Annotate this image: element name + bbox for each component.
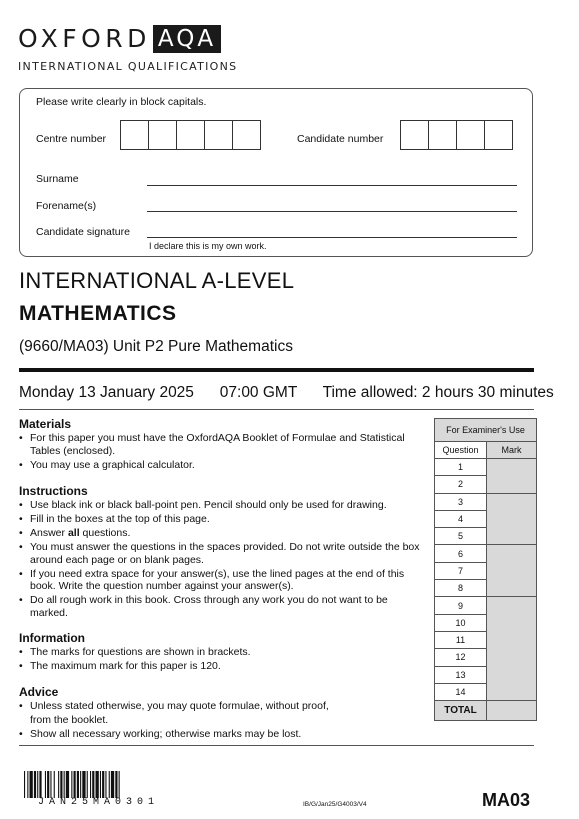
question-number: 9 [435, 597, 487, 614]
mark-cell[interactable] [487, 528, 537, 545]
materials-heading: Materials [19, 417, 72, 431]
barcode-bar [39, 771, 41, 798]
examiner-use-table [434, 418, 537, 721]
barcode-bar [96, 771, 99, 798]
centre-number-digit[interactable] [204, 120, 233, 150]
list-item: • Use black ink or black ball-point pen. Pencil should only be used for drawing. [19, 499, 424, 512]
barcode-bar [80, 771, 81, 798]
barcode-bar [27, 771, 28, 798]
question-number: 4 [435, 510, 487, 527]
document-reference: IB/G/Jan25/G4003/V4 [303, 801, 367, 808]
mark-cell[interactable] [487, 545, 537, 562]
barcode-bar [45, 771, 46, 798]
candidate-number-digit[interactable] [428, 120, 457, 150]
barcode-bar [24, 771, 25, 798]
barcode-bar [58, 771, 59, 798]
mark-cell[interactable] [487, 649, 537, 666]
question-number: 1 [435, 459, 487, 476]
barcode-bar [34, 771, 36, 798]
list-item: • The maximum mark for this paper is 120. [19, 660, 424, 673]
barcode-bar [105, 771, 106, 798]
date-divider [19, 409, 534, 410]
mark-cell[interactable] [487, 683, 537, 700]
candidate-number-digit[interactable] [484, 120, 513, 150]
instructions-list [19, 499, 424, 621]
surname-field[interactable] [147, 185, 517, 186]
candidate-details-box [19, 88, 533, 257]
candidate-number-digit[interactable] [400, 120, 429, 150]
centre-number-boxes[interactable] [121, 120, 261, 150]
centre-number-digit[interactable] [232, 120, 261, 150]
question-number: 11 [435, 631, 487, 648]
qualification-level: INTERNATIONAL A-LEVEL [19, 268, 295, 293]
barcode-bar [71, 771, 72, 798]
barcode-bar [100, 771, 101, 798]
unit-title: (9660/MA03) Unit P2 Pure Mathematics [19, 338, 293, 355]
barcode-bar [66, 771, 69, 798]
barcode-text: JAN25MA0301 [38, 797, 160, 808]
barcode-bar [60, 771, 62, 798]
mark-cell[interactable] [487, 476, 537, 493]
subject-title: MATHEMATICS [19, 302, 177, 325]
forenames-label: Forename(s) [36, 200, 97, 212]
candidate-number-digit[interactable] [456, 120, 485, 150]
list-item: • You may use a graphical calculator. [19, 459, 424, 472]
barcode-bar [64, 771, 65, 798]
list-item: • The marks for questions are shown in brackets. [19, 646, 424, 659]
barcode-bar [111, 771, 114, 798]
surname-label: Surname [36, 173, 79, 185]
logo-aqa-box: AQA [153, 25, 221, 53]
question-number: 7 [435, 562, 487, 579]
barcode-bar [47, 771, 49, 798]
barcode-bar [90, 771, 91, 798]
list-item: • For this paper you must have the OxfordAQA Booklet of Formulae and Statistical Tables (enclosed). [19, 432, 424, 457]
block-capitals-instruction: Please write clearly in block capitals. [36, 96, 207, 108]
question-number: 3 [435, 493, 487, 510]
centre-number-label: Centre number [36, 133, 107, 145]
mark-cell[interactable] [487, 631, 537, 648]
mark-cell[interactable] [487, 597, 537, 614]
list-item-continuation: from the booklet. [30, 714, 109, 726]
mark-cell[interactable] [487, 459, 537, 476]
list-item: • Show all necessary working; otherwise marks may be lost. [19, 728, 424, 741]
barcode-bar [77, 771, 79, 798]
question-number: 13 [435, 666, 487, 683]
logo-subtitle: INTERNATIONAL QUALIFICATIONS [18, 60, 238, 73]
information-heading: Information [19, 631, 85, 645]
barcode-bar [102, 771, 104, 798]
mark-cell[interactable] [487, 580, 537, 597]
question-number: 10 [435, 614, 487, 631]
question-number: 5 [435, 528, 487, 545]
list-item: • Do all rough work in this book. Cross through any work you do not want to be marked. [19, 594, 424, 619]
centre-number-digit[interactable] [148, 120, 177, 150]
question-number: 14 [435, 683, 487, 700]
mark-cell[interactable] [487, 666, 537, 683]
barcode-graphic [24, 771, 187, 798]
candidate-number-boxes[interactable] [401, 120, 513, 150]
total-label: TOTAL [435, 701, 487, 721]
barcode-bar [109, 771, 110, 798]
question-number: 6 [435, 545, 487, 562]
centre-number-digit[interactable] [120, 120, 149, 150]
mark-cell[interactable] [487, 614, 537, 631]
total-mark-cell[interactable] [487, 701, 537, 721]
instructions-heading: Instructions [19, 484, 88, 498]
mark-cell[interactable] [487, 562, 537, 579]
mark-column-header: Mark [487, 442, 537, 459]
oxfordaqa-logo [18, 24, 237, 73]
advice-list [19, 700, 424, 742]
list-item: • Fill in the boxes at the top of this page. [19, 513, 424, 526]
answer-text: Answer [30, 527, 68, 539]
barcode-bar [119, 771, 120, 798]
question-column-header: Question [435, 442, 487, 459]
footer-divider [19, 745, 534, 746]
logo-oxford-text: OXFORD [18, 24, 151, 53]
examiner-table-title: For Examiner's Use [435, 419, 537, 442]
advice-heading: Advice [19, 685, 59, 699]
barcode-bar [115, 771, 117, 798]
question-number: 12 [435, 649, 487, 666]
barcode-bar [87, 771, 88, 798]
exam-date-time: Monday 13 January 2025 07:00 GMT Time allowed: 2 hours 30 minutes [19, 384, 554, 401]
signature-label: Candidate signature [36, 226, 130, 238]
materials-list [19, 432, 424, 473]
barcode-bar [30, 771, 33, 798]
mark-cell[interactable] [487, 510, 537, 527]
centre-number-digit[interactable] [176, 120, 205, 150]
list-item: • If you need extra space for your answer(s), use the lined pages at the end of this book. Write the question number against your answer(s). [19, 568, 424, 593]
barcode-bar [92, 771, 94, 798]
forenames-field[interactable] [147, 211, 517, 212]
candidate-number-label: Candidate number [297, 133, 384, 145]
barcode-bar [54, 771, 55, 798]
paper-code: MA03 [482, 790, 531, 810]
list-item: • Unless stated otherwise, you may quote formulae, without proof, [19, 700, 424, 713]
signature-field[interactable] [147, 237, 517, 238]
information-list [19, 646, 424, 674]
barcode-bar [74, 771, 76, 798]
mark-cell[interactable] [487, 493, 537, 510]
declaration-text: I declare this is my own work. [149, 241, 267, 251]
answer-bold-text: all [67, 527, 80, 539]
barcode-bar [37, 771, 38, 798]
answer-tail-text: questions. [79, 527, 131, 539]
title-divider [19, 368, 534, 372]
list-item: • You must answer the questions in the spaces provided. Do not write outside the box around each page or on blank pages. [19, 541, 424, 566]
question-number: 8 [435, 580, 487, 597]
question-number: 2 [435, 476, 487, 493]
barcode-bar [82, 771, 85, 798]
list-item [19, 527, 424, 540]
barcode-bar [50, 771, 51, 798]
